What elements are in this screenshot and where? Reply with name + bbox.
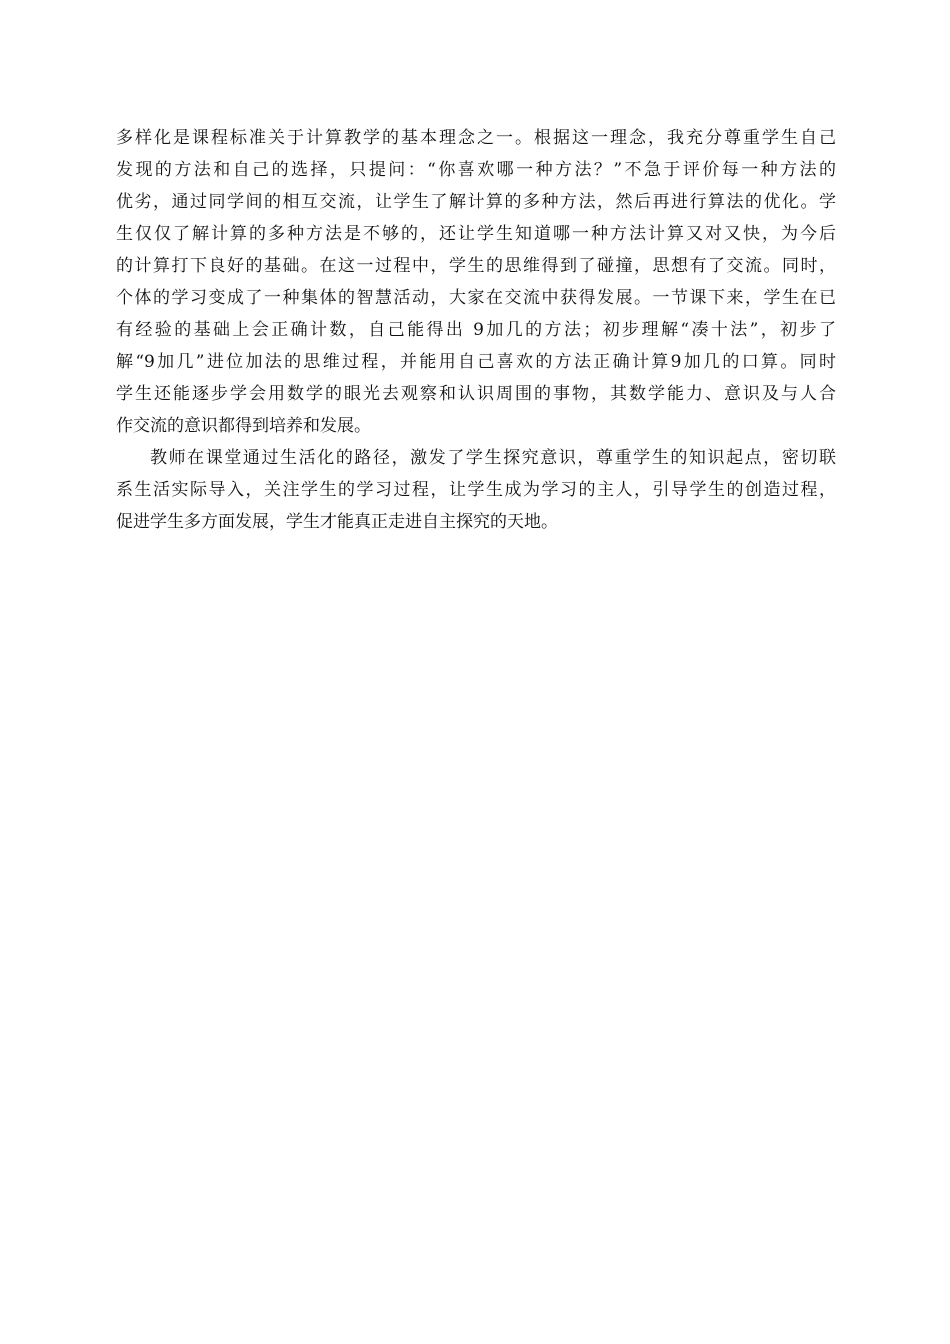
paragraph-line: 学生还能逐步学会用数学的眼光去观察和认识周围的事物，其数学能力、意识及与人合 — [116, 384, 836, 404]
document-body — [116, 122, 836, 538]
paragraph-line: 促进学生多方面发展，学生才能真正走进自主探究的天地。 — [116, 512, 558, 532]
paragraph-2 — [116, 442, 836, 538]
paragraph-line: 的计算打下良好的基础。在这一过程中，学生的思维得到了碰撞，思想有了交流。同时， — [116, 256, 836, 276]
paragraph-line: 生仅仅了解计算的多种方法是不够的，还让学生知道哪一种方法计算又对又快，为今后 — [116, 224, 836, 244]
paragraph-line: 个体的学习变成了一种集体的智慧活动，大家在交流中获得发展。一节课下来，学生在已 — [116, 288, 836, 308]
paragraph-line: 发现的方法和自己的选择，只提问：“你喜欢哪一种方法？”不急于评价每一种方法的 — [116, 160, 836, 180]
paragraph-line: 作交流的意识都得到培养和发展。 — [116, 416, 371, 436]
paragraph-line: 系生活实际导入，关注学生的学习过程，让学生成为学习的主人，引导学生的创造过程， — [116, 480, 836, 500]
paragraph-line: 解“9加几”进位加法的思维过程，并能用自己喜欢的方法正确计算9加几的口算。同时 — [116, 352, 836, 372]
paragraph-1 — [116, 122, 836, 442]
paragraph-line: 优劣，通过同学间的相互交流，让学生了解计算的多种方法，然后再进行算法的优化。学 — [116, 192, 836, 212]
paragraph-line: 多样化是课程标准关于计算教学的基本理念之一。根据这一理念，我充分尊重学生自己 — [116, 128, 836, 148]
paragraph-line: 有经验的基础上会正确计数，自己能得出 9加几的方法；初步理解“凑十法”，初步了 — [116, 320, 836, 340]
paragraph-line: 教师在课堂通过生活化的路径，激发了学生探究意识，尊重学生的知识起点，密切联 — [150, 448, 836, 468]
